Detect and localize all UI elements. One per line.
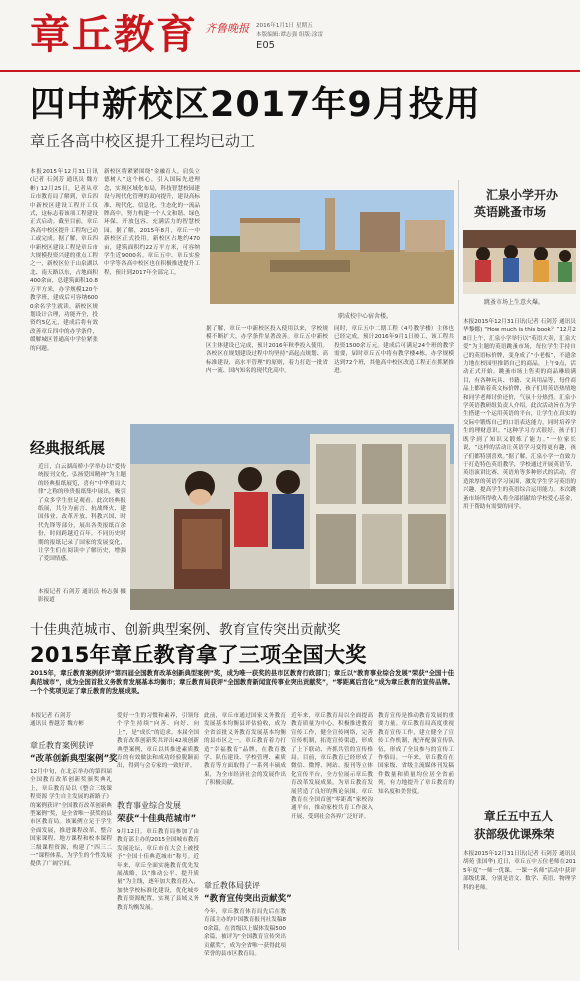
lead-headline: 四中新校区2017年9月投用 xyxy=(30,85,481,125)
lead-col-3: 据了解，章丘一中新校区投入使用以来，学校规模不断扩大，办学条件显著改善。章丘五中新校区主体建设已完成，预计2016年秋季投入使用。各校区在规划建设过程中均坚持“高起点规划、高标准建设、高水平管理”的原则，着力打造一批省内一流、国内知名的现代化高中。 xyxy=(206,326,328,375)
main-lede: 2015年，章丘教育案例获评“第四届全国教育改革创新典型案例”奖，成为唯一获奖的县市区教育行政部门；章丘以“教育事业综合发展”荣获“全国十佳典范城市”，成为全国首批义务教育发展基本均衡市；章丘教育局获评“全国教育新闻宣传事业突出贡献奖”，“零距离后宫化”成为章丘教育的宣传品牌。一个个奖项见证了章丘教育的发展成果。 xyxy=(30,670,454,695)
masthead-rule xyxy=(0,70,580,72)
main-headline: 2015年章丘教育拿了三项全国大奖 xyxy=(30,643,367,667)
main-col-2-text: 爱好一生的习惯和素养，引领每个学生持续“向善、向好、向上”，是“成长”的追求。本届全国教育改革创新奖共评出42项创新典型案例，章丘以其推进素质教育的有效做法和成功经验脱颖而出，得到与会专家的一致好评。 xyxy=(117,713,199,770)
award-text: 本报2015年12月31日讯(记者 石剑芳 通讯员 胡苑 张国华) 近日，章丘五中五位老师在2015年度“一师一优课、一课一名师”活动中获评部级优课，分别是语文、数学、英语、物理学科的老师。 xyxy=(463,851,576,891)
masthead xyxy=(0,0,580,74)
flea-market-caption: 跳蚤市场上生意火爆。 xyxy=(484,299,545,306)
lead-photo xyxy=(210,190,454,304)
lead-col-4: 同时，章丘五中二期工程（4号教学楼）主体也已经完成，预计2016年9月1日竣工，该工程共投资1500余万元。建成后可满足24个班的教学需要，届时章丘五中将有教学楼4栋，办学规模达到72个班，其他高中校区改造工程正在抓紧推进。 xyxy=(334,326,454,375)
masthead-title: 章丘教育 xyxy=(30,12,198,58)
sub2-kicker: 教育事业综合发展 xyxy=(117,801,181,810)
sub1-title: “改革创新典型案例”奖 xyxy=(30,754,118,764)
main-col-4-text: 近年来，章丘教育局以全面提高教育质量为中心，积极推进教育宣传工作，健全宣传网络，完善宣传机制，拓宽宣传渠道，形成了上下联动、齐抓共管的宣传格局。目前，章丘教育已经形成了微信、微博、网站、报刊等立体化宣传平台，全方位展示章丘教育改革发展成果，为章丘教育发展营造了良好的舆论氛围。章丘教育在全国首创“零距离”家校沟通平台，推动家校共育工作深入开展，受到社会各界广泛好评。 xyxy=(291,713,373,820)
lead-col-1: 本报2015年12月31日讯(记者 石剑芳 通讯员 魏方彬) 12月25日，记者从章丘市教育局了解到，章丘四中新校区建设工程开工仪式，这标志着该项工程建设正式启动。截至目前，章丘各高中校区提升工程均已动工或完成。据了解，章丘四中新校区建设工程是章丘市大规模投资兴建的重点工程之一，新校区位于山泉湖以北、南天路以东，占地面积400余亩，总建筑面积10.8万平方米，办学规模120个教学班，建成后可容纳6000余名学生就读。新校区规划设计合理，功能齐全，投资约5亿元，建成后将有效改善章丘四中的办学条件，缓解城区普通高中学位紧张的问题。 xyxy=(30,169,98,352)
main-col-3-text: 此前，章丘市通过国家义务教育发展基本均衡县评估验收，成为全省首批义务教育发展基本均衡的县市区之一。章丘教育着力打造“幸福教育”品牌，在教育教学、队伍建设、学校管理、素质教育等方面取得了一系列丰硕成果，为全市经济社会的发展作出了积极贡献。 xyxy=(204,713,286,787)
sub2-text: 9月12日，章丘教育局参加了由教育部主办的2015全国城市教育发展论坛，章丘市在大会上被授予“全国十佳典范城市”称号。近年来，章丘全面实施教育优先发展战略，以“推动公平、提升质量”为主线，逐年加大教育投入，加快学校标准化建设，优化城乡教育资源配置，实现了县域义务教育均衡发展。 xyxy=(117,829,199,911)
exhibit-credit: 本报记者 石剑芳 通讯员 杨志强 摄影报道 xyxy=(38,589,126,604)
main-kicker: 十佳典范城市、创新典型案例、教育宣传突出贡献奖 xyxy=(30,622,341,638)
sub1-text: 12月中旬，在北京举办的第四届全国教育改革创新奖颁奖典礼上，章丘教育局以《整合三级课程资源 学生自主发展的新路子》的案例获评“全国教育改革创新典型案例”奖，是全省唯一获奖的县市区教育局。该案例立足于学生全面发展，推进课程改革，整合国家课程、地方课程和校本课程三级课程资源，构建了“四三二一”课程体系，为学生的个性发展提供了广阔空间。 xyxy=(30,769,112,868)
lead-photo-caption: 职成校中心宿舍楼。 xyxy=(338,313,393,320)
children-viewing-newspapers-photo xyxy=(130,424,454,610)
flea-market-text: 本报2015年12月31日讯(记者 石剑芳 通讯员 华黎娜) “How much is this book？”12月28日上午，汇泉小学举行以“英语大卖，汇泉大爱”为主题的英语跳蚤市场，每位学生手持自己的英语标价牌，变身成了“小老板”，不遗余力地在校园里推销自己的商品。上午9点，活动正式开始。跳蚤市场上售卖的商品琳琅满目，有各种玩具、书籍、文具用品等，每件商品上都贴着英文标价牌，孩子们用英语热情地和同学老师讨价还价，气氛十分热烈。汇泉小学英语教研组负责人介绍，此次活动旨在为学生搭建一个运用英语的平台，让学生在真实的交际中锻炼自己的口语表达能力，同时培养学生的理财意识。“这种学习方式很好，孩子们既学到了知识又锻炼了能力。”一位家长说，“这样的活动让英语学习变得更有趣，孩子们都特别喜欢。”据了解，汇泉小学一直致力于打造特色英语教学，学校通过开展英语节、英语演讲比赛、英语角等多种形式的活动，营造浓厚的英语学习氛围，激发学生学习英语的兴趣，提高学生的英语综合运用能力。本次跳蚤市场所得收入将全部捐献给学校爱心基金，用于帮助有需要的同学。 xyxy=(463,319,576,510)
page-number: E05 xyxy=(256,40,276,51)
children-market-photo xyxy=(463,230,576,294)
editor-line: 本版编辑:谭志强 组版:涂雷 xyxy=(256,32,324,38)
sub1-kicker: 章丘教育案例获评 xyxy=(30,741,94,750)
sub3-kicker: 章丘教体局获评 xyxy=(204,881,260,890)
lead-subhead: 章丘各高中校区提升工程均已动工 xyxy=(30,132,256,150)
award-headline-1: 章丘五中五人 xyxy=(484,809,553,823)
exhibit-headline: 经典报纸展 xyxy=(30,439,106,457)
sub2-title: 荣获“十佳典范城市” xyxy=(117,814,197,824)
main-col-5-text: 教育宣传是推动教育发展的重要力量。章丘教育局高度重视教育宣传工作，建立健全了宣传工作机制，配齐配强宣传队伍，形成了全员参与的宣传工作格局。一年来，章丘教育在国家级、省级主流媒体刊发稿件数量和质量均位居全省前列，有力地提升了章丘教育的知名度和美誉度。 xyxy=(378,713,454,795)
sub3-title: “教育宣传突出贡献奖” xyxy=(204,894,292,904)
issue-date: 2016年1月1日 星期五 xyxy=(256,23,313,29)
exhibit-photo xyxy=(130,424,454,610)
flea-market-headline-2: 英语跳蚤市场 xyxy=(474,205,547,219)
exhibit-text: 近日，白云湖高桥小学举办以“爱传统报刊文化，弘扬爱国精神”为主题的经典报纸展览，喜有“中华重局大律”之称的珍贵报纸集中展出，吸引了众多学生驻足观看。此次经典报纸展，共分为前言、抗战烽火、建国伟业、改革开放、科教兴国、时代先锋等部分，展出各类报纸百余份，时间跨越近百年。不同历史时期的报纸记录了国家的发展变化，让学生们在阅读中了解历史，增强了爱国情感。 xyxy=(38,464,126,563)
flea-market-photo xyxy=(463,230,576,294)
main-byline: 本报记者 石剑芳 通讯员 曹越芳 魏方彬 xyxy=(30,713,84,728)
newspaper-logo: 齐鲁晚报 xyxy=(205,22,249,35)
flea-market-headline-1: 汇泉小学开办 xyxy=(486,188,559,202)
sidebar-divider xyxy=(458,180,459,950)
lead-col-2: 新校区将紧紧围绕“金融育人，肩负立德树人”这个核心，引入国际先进理念，实现区域化布局，科技智慧校园建设与现代化管理的双向提升，建设高标准、现代化、信息化、生态化的一流品牌高中，努力构建一个人文和谐、绿色环保、开放包容、充满活力的智慧校园。据了解，2015年8月，章丘一中新校区正式投用。新校区占地约470亩，建筑面积约22万平方米，可容纳学生近9000名。章丘五中、章丘实验中学等各高中校区也在积极推进提升工程，预计到2017年全部完工。 xyxy=(104,169,200,276)
award-headline-2: 获部级优课殊荣 xyxy=(474,827,555,841)
school-building-photo xyxy=(210,190,454,304)
sub3-text: 今年，章丘教育体育局先后在教育部主办的中国教育报刊社发稿80余篇，在省级以上媒体发稿500余篇，被评为“全国教育宣传突出贡献奖”，成为全省唯一获得此项荣誉的县市区教育局。 xyxy=(204,909,286,958)
